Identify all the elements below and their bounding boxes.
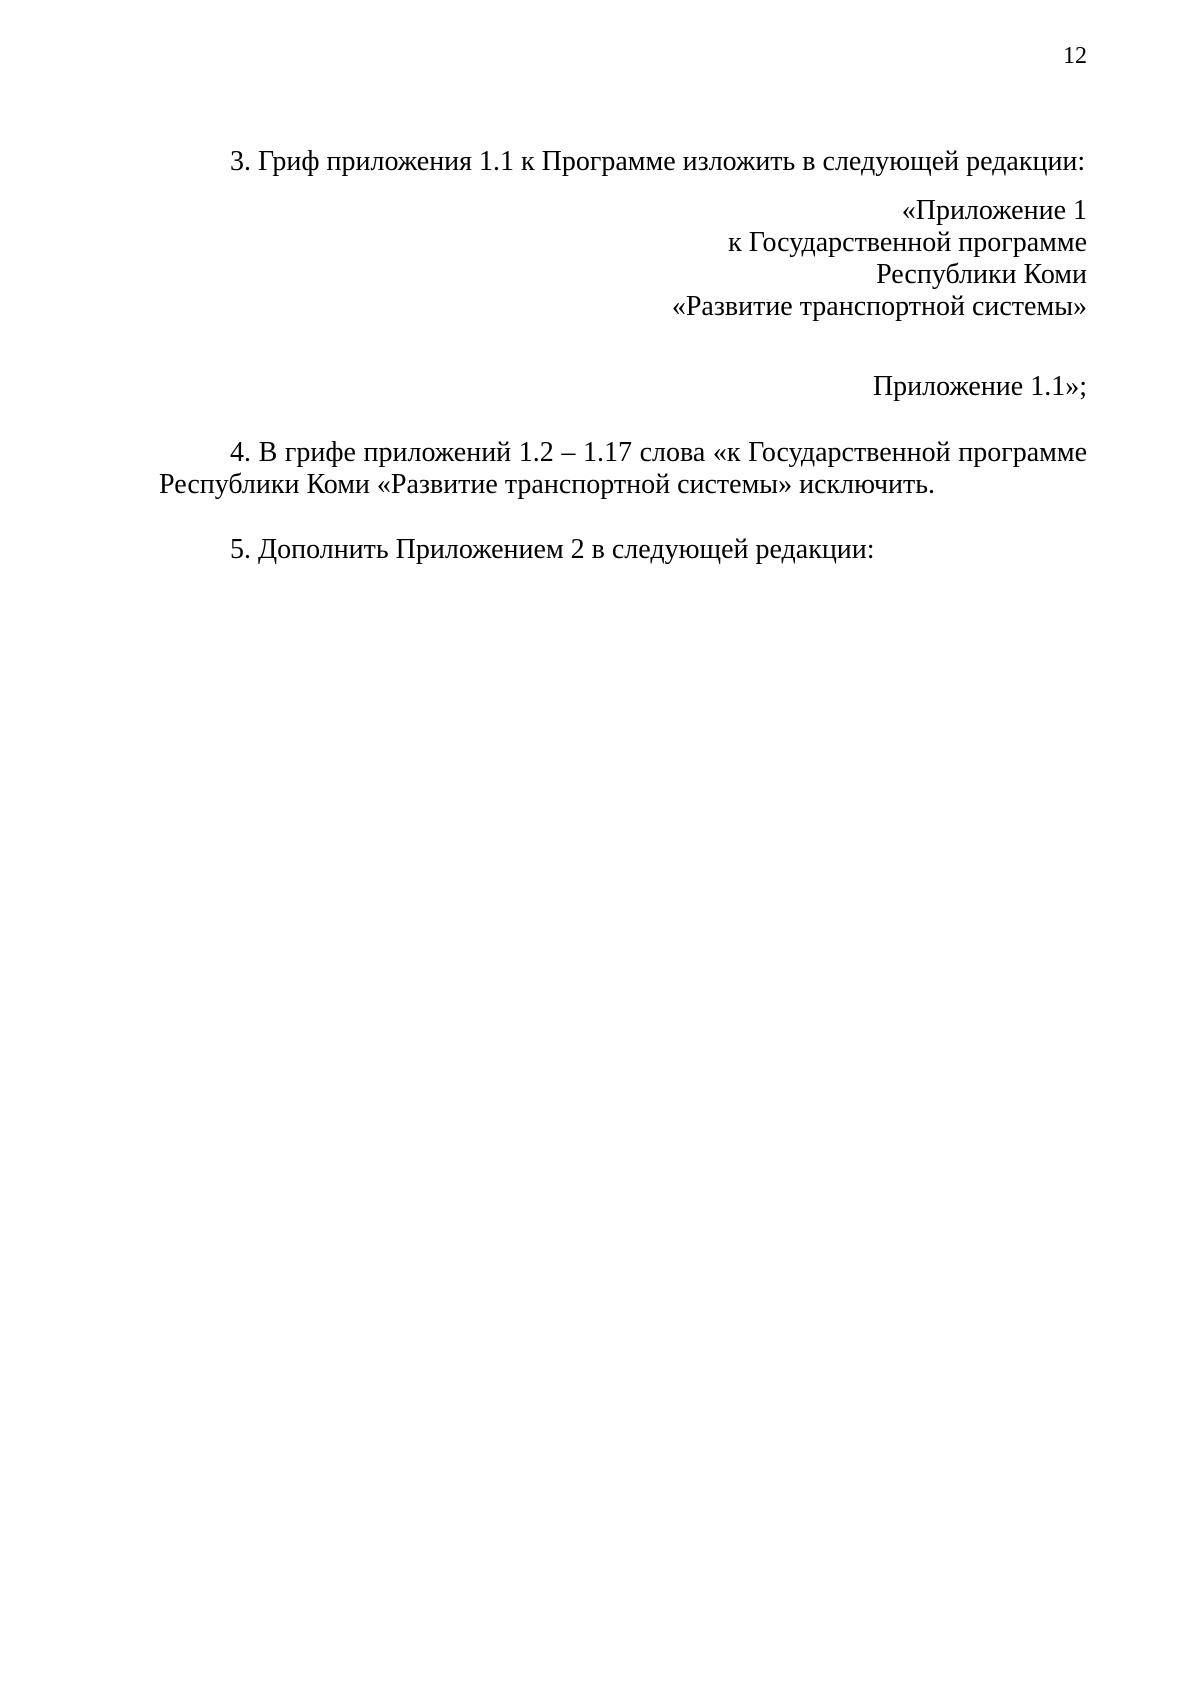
paragraph-3: 3. Гриф приложения 1.1 к Программе изложить в следующей редакции:	[230, 146, 1086, 177]
grif-appendix-line: Приложение 1.1»;	[872, 371, 1087, 402]
grif-line-2: к Государственной программе	[728, 227, 1087, 258]
paragraph-4: 4. В грифе приложений 1.2 – 1.17 слова «к Государственной программе Республики Коми «Развитие транспортной системы» исключить.	[159, 437, 1087, 500]
grif-line-3: Республики Коми	[876, 259, 1087, 290]
grif-line-4: «Развитие транспортной системы»	[671, 291, 1087, 322]
grif-line-1: «Приложение 1	[901, 195, 1087, 226]
paragraph-5: 5. Дополнить Приложением 2 в следующей редакции:	[230, 534, 875, 565]
page-number: 12	[1063, 43, 1087, 69]
grif-block	[672, 195, 1087, 323]
